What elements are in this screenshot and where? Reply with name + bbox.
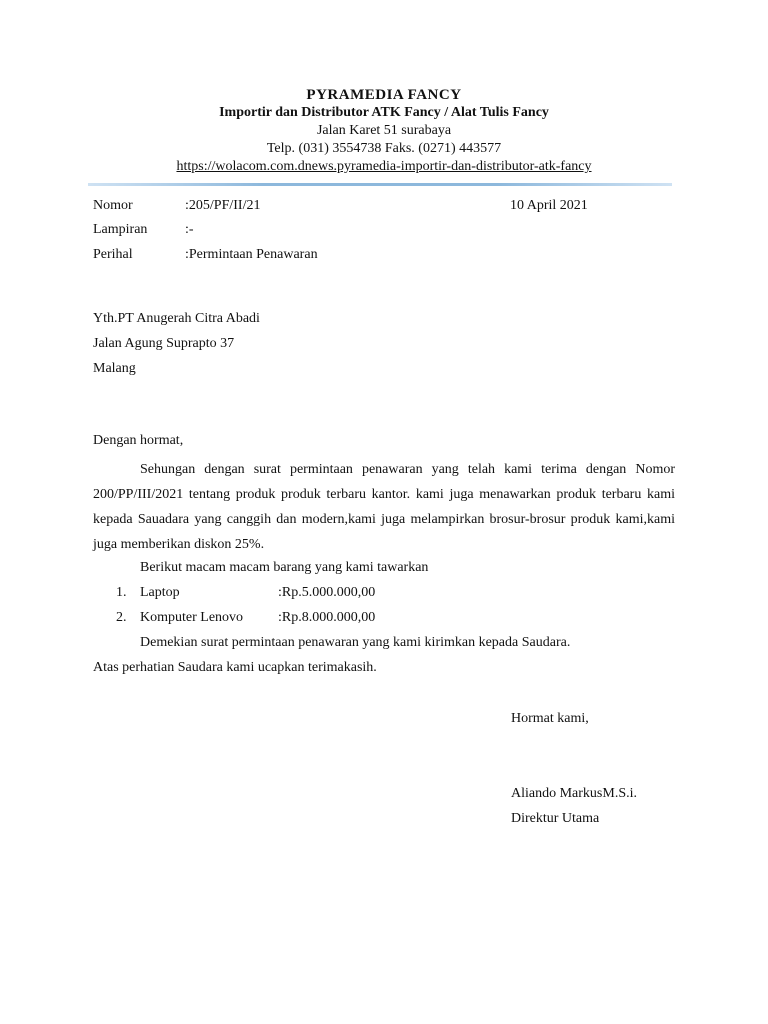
letterhead	[0, 86, 768, 176]
recipient-name: Yth.PT Anugerah Citra Abadi	[93, 311, 260, 326]
signatory-name: Aliando MarkusM.S.i.	[511, 786, 637, 801]
nomor-label: Nomor	[93, 198, 133, 213]
nomor-value: :205/PF/II/21	[185, 198, 261, 213]
sign-off-greeting: Hormat kami,	[511, 711, 589, 726]
item-number: 2.	[116, 610, 127, 625]
body-paragraph: Sehungan dengan surat permintaan penawaran yang telah kami terima dengan Nomor 200/PP/III/2021 tentang produk produk terbaru kantor. kami juga menawarkan produk terbaru kami kepada Sauadara yang canggih dan modern,kami juga melampirkan brosur-brosur produk kami,kami juga memberikan diskon 25%.	[93, 462, 675, 552]
closing-sentence: Demekian surat permintaan penawaran yang kami kirimkan kepada Saudara.	[140, 635, 571, 650]
item-name: Laptop	[140, 585, 180, 600]
perihal-value: :Permintaan Penawaran	[185, 247, 318, 262]
signatory-title: Direktur Utama	[511, 811, 600, 826]
lampiran-label: Lampiran	[93, 222, 148, 237]
recipient-city: Malang	[93, 361, 136, 376]
company-name: PYRAMEDIA FANCY	[306, 87, 462, 103]
company-address: Jalan Karet 51 surabaya	[316, 123, 452, 138]
thanks-sentence: Atas perhatian Saudara kami ucapkan terimakasih.	[93, 660, 377, 675]
perihal-label: Perihal	[93, 247, 133, 262]
item-number: 1.	[116, 585, 127, 600]
company-tagline: Importir dan Distributor ATK Fancy / Alat Tulis Fancy	[219, 105, 549, 120]
item-name: Komputer Lenovo	[140, 610, 244, 625]
letter-date: 10 April 2021	[510, 198, 588, 213]
recipient-street: Jalan Agung Suprapto 37	[93, 336, 235, 351]
company-phone: Telp. (031) 3554738 Faks. (0271) 443577	[266, 141, 502, 156]
item-price: :Rp.5.000.000,00	[278, 585, 376, 600]
item-price: :Rp.8.000.000,00	[278, 610, 376, 625]
company-url-link[interactable]: https://wolacom.com.dnews.pyramedia-importir-dan-distributor-atk-fancy	[176, 159, 592, 174]
items-intro: Berikut macam macam barang yang kami tawarkan	[140, 560, 429, 575]
lampiran-value: :-	[185, 222, 194, 237]
salutation: Dengan hormat,	[93, 433, 184, 448]
recipient-block	[93, 306, 260, 381]
letterhead-divider	[88, 183, 672, 186]
